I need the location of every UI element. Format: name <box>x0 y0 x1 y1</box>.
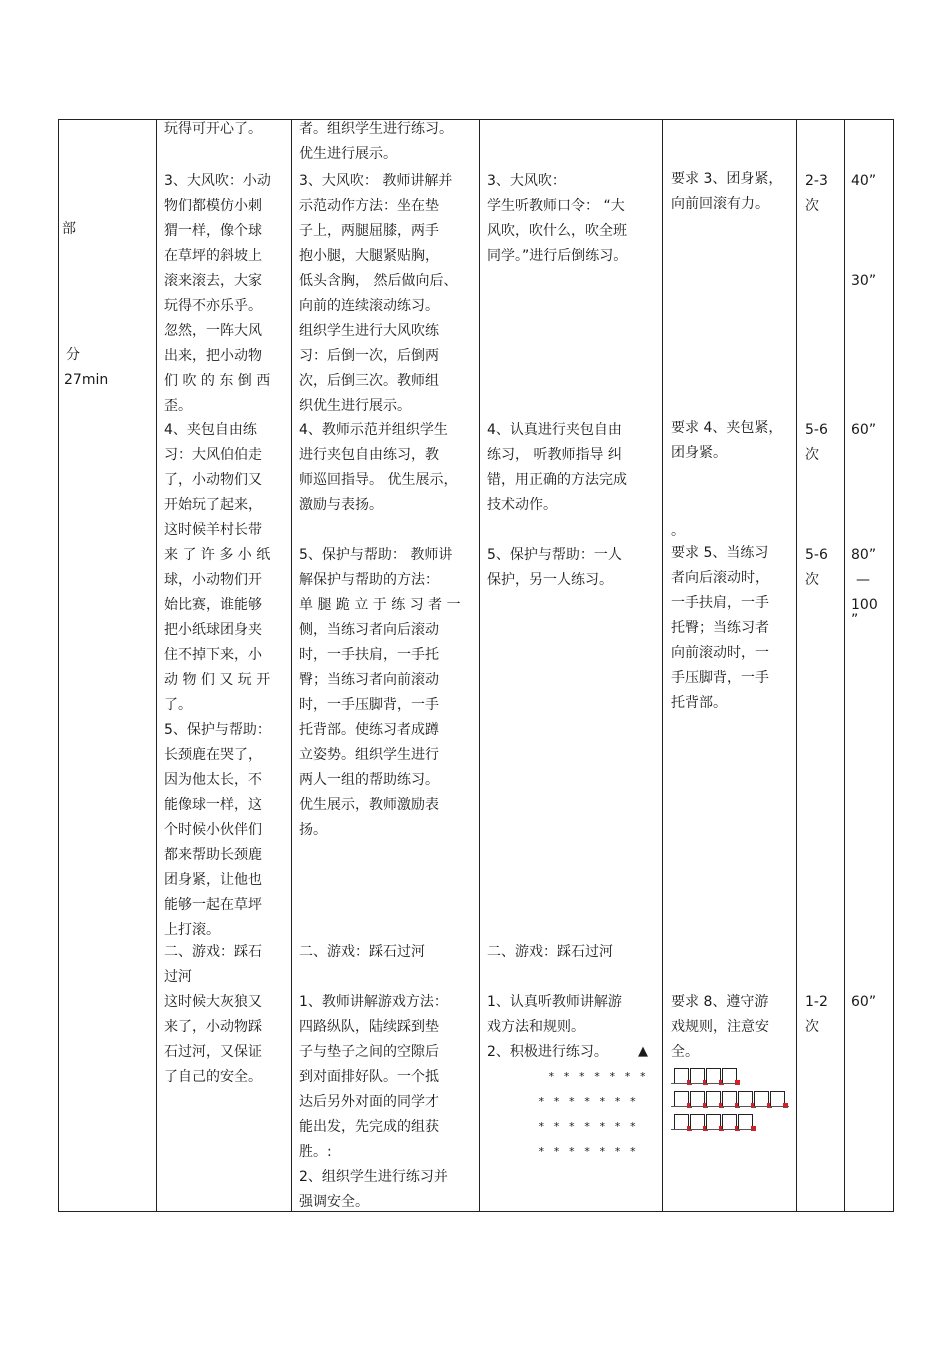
text-line: 3、大风吹： <box>487 173 566 189</box>
story-cell <box>164 117 280 142</box>
teacher-cell-clip <box>299 418 473 518</box>
text-line: 5、保护与帮助： <box>164 722 271 738</box>
text-line: 同学。”进行后倒练习。 <box>487 248 628 264</box>
duration-cell-clip: 60” <box>851 422 877 438</box>
text-line: 进行夹包自由练习，教 <box>299 447 439 463</box>
segment-label-2: 分 <box>66 347 80 363</box>
text-line: 来 了 许 多 小 纸 <box>164 547 271 563</box>
requirement-cell-protect <box>671 541 789 716</box>
text-line: 全。 <box>671 1044 699 1060</box>
text-line: 这时候羊村长带 <box>164 522 262 538</box>
text-line: 上打滚。 <box>164 922 220 938</box>
text-line: 子与垫子之间的空隙后 <box>299 1044 439 1060</box>
col-divider <box>796 119 797 1212</box>
mat-line <box>671 1083 737 1084</box>
text-line: 2、组织学生进行练习并 <box>299 1169 448 1185</box>
mat-icon <box>690 1091 705 1107</box>
mat-icon <box>722 1091 737 1107</box>
mat-icon <box>674 1091 689 1107</box>
duration-cell-protect <box>851 543 889 633</box>
text-line: 次 <box>805 572 819 588</box>
teacher-cell <box>299 117 473 167</box>
text-line: 了，小动物们又 <box>164 472 262 488</box>
student-cell-protect <box>487 543 657 593</box>
text-line: 能出发，先完成的组获 <box>299 1119 439 1135</box>
text-line: 猬一样，像个球 <box>164 223 262 239</box>
text-line: 次 <box>805 447 819 463</box>
text-line: 团身紧。 <box>671 445 727 461</box>
text-line: 玩得可开心了。 <box>164 121 262 137</box>
text-line: 子上，两腿屈膝，两手 <box>299 223 439 239</box>
text-line: 开始玩了起来， <box>164 497 262 513</box>
text-line: 四路纵队，陆续踩到垫 <box>299 1019 439 1035</box>
text-line: 向前的连续滚动练习。 <box>299 298 439 314</box>
requirement-cell-game <box>671 990 789 1065</box>
times-cell-game <box>805 990 841 1040</box>
text-line: 始比赛，谁能够 <box>164 597 262 613</box>
text-line: 臀；当练习者向前滚动 <box>299 672 439 688</box>
text-line: 们 吹 的 东 倒 西 <box>164 373 271 389</box>
teacher-game-heading: 二、游戏：踩石过河 <box>299 944 425 960</box>
times-cell-protect <box>805 543 841 593</box>
text-line: 师巡回指导。 优生展示， <box>299 472 458 488</box>
text-line: 3、大风吹： 教师讲解并 <box>299 173 453 189</box>
col-divider <box>662 119 663 1212</box>
duration-cell-game: 60” <box>851 994 877 1010</box>
text-line: 5、保护与帮助：一人 <box>487 547 622 563</box>
text-line: 团身紧，让他也 <box>164 872 262 888</box>
mat-icon <box>738 1114 753 1130</box>
text-line: 要求 8、遵守游 <box>671 994 769 1010</box>
text-line: 4、夹包自由练 <box>164 422 257 438</box>
text-line: 抱小腿，大腿紧贴胸， <box>299 248 439 264</box>
text-line: 这时候大灰狼又 <box>164 994 262 1010</box>
text-line: 过河 <box>164 969 192 985</box>
segment-label-1: 部 <box>62 221 76 237</box>
teacher-cell-protect <box>299 543 473 843</box>
col-divider <box>291 119 292 1212</box>
text-line: 100 <box>851 597 878 613</box>
text-line: 单 腿 跪 立 于 练 习 者 一 <box>299 597 461 613</box>
text-line: 出来，把小动物 <box>164 348 262 364</box>
col-divider <box>156 119 157 1212</box>
text-line: 学生听教师口令： “大 <box>487 198 625 214</box>
text-line: 低头含胸， 然后做向后、 <box>299 273 458 289</box>
text-line: 达后另外对面的同学才 <box>299 1094 439 1110</box>
story-cell-windblow <box>164 169 280 419</box>
col-divider <box>58 119 59 1212</box>
text-line: 了。 <box>164 697 192 713</box>
text-line: 5-6 <box>805 547 828 563</box>
text-line: 忽然，一阵大风 <box>164 323 262 339</box>
text-line: 滚来滚去，大家 <box>164 273 262 289</box>
text-line: 保护，另一人练习。 <box>487 572 613 588</box>
text-line: 一手扶肩，一手 <box>671 595 769 611</box>
story-game-heading <box>164 940 280 990</box>
text-line: 能像球一样，这 <box>164 797 262 813</box>
mat-icon <box>706 1114 721 1130</box>
story-cell-protect <box>164 718 280 943</box>
times-cell-windblow <box>805 169 841 219</box>
text-line: 1、教师讲解游戏方法： <box>299 994 448 1010</box>
text-line: 动 物 们 又 玩 开 <box>164 672 271 688</box>
text-line: 技术动作。 <box>487 497 557 513</box>
requirement-dot: 。 <box>671 523 685 539</box>
text-line: 要求 4、夹包紧， <box>671 420 783 436</box>
formation-row: * * * * * * * <box>538 1095 638 1108</box>
text-line: 到对面排好队。一个抵 <box>299 1069 439 1085</box>
mat-icon <box>690 1068 705 1084</box>
text-line: 二、游戏：踩石 <box>164 944 262 960</box>
text-line: 时，一手压脚背，一手 <box>299 697 439 713</box>
segment-duration: 27min <box>64 372 109 388</box>
text-line: 把小纸球团身夹 <box>164 622 262 638</box>
text-line: 习：大风伯伯走 <box>164 447 262 463</box>
text-line: 球，小动物们开 <box>164 572 262 588</box>
text-line: 长颈鹿在哭了， <box>164 747 262 763</box>
text-line: 在草坪的斜坡上 <box>164 248 262 264</box>
story-cell-game <box>164 990 280 1090</box>
triangle-icon: ▲ <box>638 1044 648 1059</box>
text-line: 要求 3、团身紧， <box>671 171 783 187</box>
text-line: 3、大风吹：小动 <box>164 173 271 189</box>
text-line: 示范动作方法：坐在垫 <box>299 198 439 214</box>
col-divider <box>479 119 480 1212</box>
formation-row: * * * * * * * <box>538 1120 638 1133</box>
text-line: 玩得不亦乐乎。 <box>164 298 262 314</box>
text-line: 石过河，又保证 <box>164 1044 262 1060</box>
text-line: 要求 5、当练习 <box>671 545 769 561</box>
text-line: 来了，小动物踩 <box>164 1019 262 1035</box>
text-line: 者。组织学生进行练习。 <box>299 121 453 137</box>
text-line: 80” <box>851 547 877 563</box>
times-cell-clip <box>805 418 841 468</box>
text-line: 练习， 听教师指导 纠 <box>487 447 622 463</box>
mat-line <box>671 1129 755 1130</box>
text-line: 都来帮助长颈鹿 <box>164 847 262 863</box>
teacher-cell-windblow <box>299 169 473 419</box>
text-line: — <box>856 572 870 588</box>
text-line: 托背部。 <box>671 695 727 711</box>
text-line: 扬。 <box>299 822 327 838</box>
text-line: 能够一起在草坪 <box>164 897 262 913</box>
mat-icon <box>738 1091 753 1107</box>
student-cell-clip <box>487 418 657 518</box>
text-line: 手压脚背，一手 <box>671 670 769 686</box>
requirement-cell-clip <box>671 416 789 466</box>
text-line: 物们都模仿小刺 <box>164 198 262 214</box>
text-line: 组织学生进行大风吹练 <box>299 323 439 339</box>
formation-row: * * * * * * * <box>538 1145 638 1158</box>
text-line: 歪。 <box>164 398 192 414</box>
text-line: 托臀；当练习者 <box>671 620 769 636</box>
requirement-cell-windblow <box>671 167 789 217</box>
mat-icon <box>754 1091 769 1107</box>
text-line: 优生进行展示。 <box>299 146 397 162</box>
text-line: 5、保护与帮助： 教师讲 <box>299 547 453 563</box>
text-line: 戏方法和规则。 <box>487 1019 585 1035</box>
text-line: 向前回滚有力。 <box>671 196 769 212</box>
text-line: 两人一组的帮助练习。 <box>299 772 439 788</box>
text-line: 者向后滚动时， <box>671 570 769 586</box>
text-line: 侧，当练习者向后滚动 <box>299 622 439 638</box>
text-line: 习：后倒一次，后倒两 <box>299 348 439 364</box>
text-line: 解保护与帮助的方法： <box>299 572 439 588</box>
text-line: 激励与表扬。 <box>299 497 383 513</box>
mat-icon <box>722 1114 737 1130</box>
duration-cell-windblow-2: 30” <box>851 273 877 289</box>
text-line: 次 <box>805 1019 819 1035</box>
text-line: 次 <box>805 198 819 214</box>
text-line: 强调安全。 <box>299 1194 369 1210</box>
mat-line <box>671 1106 789 1107</box>
text-line: 住不掉下来，小 <box>164 647 262 663</box>
story-cell-clip <box>164 418 280 718</box>
student-cell-windblow <box>487 169 657 269</box>
text-line: 2、积极进行练习。 <box>487 1044 608 1060</box>
mat-icon <box>770 1091 785 1107</box>
mat-icon <box>706 1068 721 1084</box>
mat-icon <box>722 1068 737 1084</box>
mat-icon <box>674 1068 689 1084</box>
text-line: 托背部。使练习者成蹲 <box>299 722 439 738</box>
mat-icon <box>706 1091 721 1107</box>
col-divider <box>893 119 894 1212</box>
text-line: 胜。: <box>299 1144 332 1160</box>
text-line: 织优生进行展示。 <box>299 398 411 414</box>
text-line: 4、认真进行夹包自由 <box>487 422 622 438</box>
text-line: 立姿势。组织学生进行 <box>299 747 439 763</box>
text-line: 风吹，吹什么，吹全班 <box>487 223 627 239</box>
student-cell-game <box>487 990 657 1065</box>
student-game-heading: 二、游戏：踩石过河 <box>487 944 613 960</box>
text-line: 2-3 <box>805 173 828 189</box>
text-line: 向前滚动时，一 <box>671 645 769 661</box>
text-line: 因为他太长，不 <box>164 772 262 788</box>
text-line: 时，一手扶肩，一手托 <box>299 647 439 663</box>
text-line: 了自己的安全。 <box>164 1069 262 1085</box>
text-line: 1、认真听教师讲解游 <box>487 994 622 1010</box>
table-bottom-border <box>58 1211 894 1212</box>
text-line: 个时候小伙伴们 <box>164 822 262 838</box>
text-line: ” <box>851 612 859 628</box>
teacher-cell-game <box>299 990 473 1215</box>
mat-icon <box>674 1114 689 1130</box>
text-line: 错，用正确的方法完成 <box>487 472 627 488</box>
text-line: 1-2 <box>805 994 828 1010</box>
mat-icon <box>690 1114 705 1130</box>
text-line: 次，后倒三次。教师组 <box>299 373 439 389</box>
formation-row: * * * * * * * <box>548 1070 648 1083</box>
text-line: 5-6 <box>805 422 828 438</box>
text-line: 4、教师示范并组织学生 <box>299 422 448 438</box>
text-line: 优生展示，教师激励表 <box>299 797 439 813</box>
text-line: 戏规则，注意安 <box>671 1019 769 1035</box>
col-divider <box>844 119 845 1212</box>
duration-cell-windblow-1: 40” <box>851 173 877 189</box>
